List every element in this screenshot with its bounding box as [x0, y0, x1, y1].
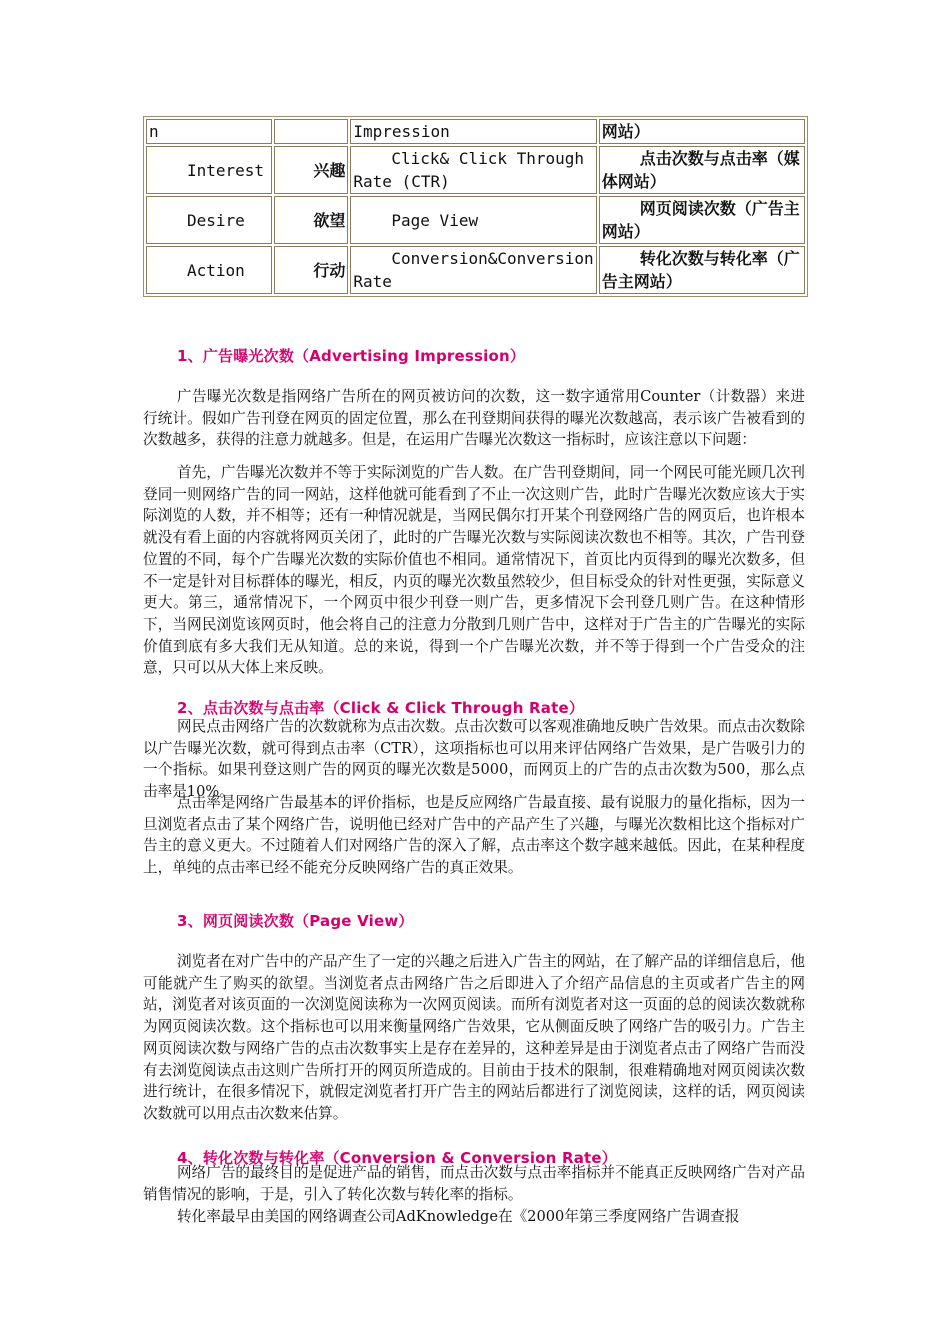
stage-chinese [274, 119, 349, 144]
indicator-meaning: 点击次数与点击率（媒体网站） [599, 146, 805, 194]
indicator-meaning: 转化次数与转化率（广告主网站） [599, 246, 805, 294]
stage-english: Interest [187, 160, 265, 180]
indicator-meaning: 网页阅读次数（广告主网站） [599, 196, 805, 244]
section-paragraph: 浏览者在对广告中的产品产生了一定的兴趣之后进入广告主的网站，在了解产品的详细信息后，他可能就产生了购买的欲望。当浏览者点击网络广告之后即进入了介绍产品信息的主页或者广告主的网站，浏览者对该页面的一次浏览阅读称为一次网页阅读。而所有浏览者对这一页面的总的阅读次数就称为网页阅读次数。这个指标也可以用来衡量网络广告效果，它从侧面反映了网络广告的吸引力。广告主网页阅读次数与网络广告的点击次数事实上是存在差异的，这种差异是由于浏览者点击了网络广告而没有去浏览阅读点击这则广告所打开的网页所造成的。目前由于技术的限制，很难精确地对网页阅读次数进行统计，在很多情况下，就假定浏览者打开广告主的网站后都进行了浏览阅读，这样的话，网页阅读次数就可以用点击次数来估算。 [143, 953, 805, 1122]
stage-chinese: 行动 [274, 246, 349, 294]
section-heading: 2、点击次数与点击率（Click & Click Through Rate） [177, 699, 585, 717]
section-paragraph: 首先，广告曝光次数并不等于实际浏览的广告人数。在广告刊登期间，同一个网民可能光顾几次刊登同一则网络广告的同一网站，这样他就可能看到了不止一次这则广告，此时广告曝光次数应该大于实际浏览的人数，并不相等；还有一种情况就是，当网民偶尔打开某个刊登网络广告的网页后，也许根本就没有看上面的内容就将网页关闭了，此时的广告曝光次数与实际阅读次数也不相等。其次，广告刊登位置的不同，每个广告曝光次数的实际价值也不相同。通常情况下，首页比内页得到的曝光次数多，但不一定是针对目标群体的曝光，相反，内页的曝光次数虽然较少，但目标受众的针对性更强，实际意义更大。第三，通常情况下，一个网页中很少刊登一则广告，更多情况下会刊登几则广告。在这种情形下，当网民浏览该网页时，他会将自己的注意力分散到几则广告中，这样对于广告主的广告曝光的实际价值到底有多大我们无从知道。总的来说，得到一个广告曝光次数，并不等于得到一个广告受众的注意，只可以从大体上来反映。 [143, 464, 805, 677]
indicator-meaning: 网站） [599, 119, 805, 144]
table-row [146, 246, 805, 294]
section-paragraph: 广告曝光次数是指网络广告所在的网页被访问的次数，这一数字通常用Counter（计数器）来进行统计。假如广告刊登在网页的固定位置，那么在刊登期间获得的曝光次数越高，表示该广告被看到的次数越多，获得的注意力就越多。但是，在运用广告曝光次数这一指标时，应该注意以下问题： [143, 388, 805, 449]
stage-english: Desire [187, 210, 245, 230]
indicator-name: Page View [391, 210, 479, 230]
indicator-name: Impression [350, 119, 596, 144]
aida-metrics-table [143, 116, 808, 297]
stage-chinese: 兴趣 [274, 146, 349, 194]
stage-chinese: 欲望 [274, 196, 349, 244]
stage-english: Action [187, 260, 245, 280]
table-row [146, 119, 805, 144]
stage-english: n [146, 119, 272, 144]
indicator-name: Conversion&Conversion Rate [350, 246, 596, 294]
section-heading: 1、广告曝光次数（Advertising Impression） [177, 347, 526, 365]
section-paragraph: 网民点击网络广告的次数就称为点击次数。点击次数可以客观准确地反映广告效果。而点击次数除以广告曝光次数，就可得到点击率（CTR），这项指标也可以用来评估网络广告效果，是广告吸引力的一个指标。如果刊登这则广告的网页的曝光次数是5000，而网页上的广告的点击次数为500，那么点击率是10%。 [143, 718, 805, 801]
table-row [146, 146, 805, 194]
indicator-name: Click& Click Through Rate (CTR) [350, 146, 596, 194]
section-paragraph: 转化率最早由美国的网络调查公司AdKnowledge在《2000年第三季度网络广告调查报 [177, 1208, 740, 1225]
section-heading: 4、转化次数与转化率（Conversion & Conversion Rate） [177, 1149, 617, 1167]
table-row [146, 196, 805, 244]
section-paragraph: 点击率是网络广告最基本的评价指标，也是反应网络广告最直接、最有说服力的量化指标，因为一旦浏览者点击了某个网络广告，说明他已经对广告中的产品产生了兴趣，与曝光次数相比这个指标对广告主的意义更大。不过随着人们对网络广告的深入了解，点击率这个数字越来越低。因此，在某种程度上，单纯的点击率已经不能充分反映网络广告的真正效果。 [143, 794, 805, 877]
section-paragraph: 网络广告的最终目的是促进产品的销售，而点击次数与点击率指标并不能真正反映网络广告对产品销售情况的影响，于是，引入了转化次数与转化率的指标。 [143, 1164, 805, 1203]
section-heading: 3、网页阅读次数（Page View） [177, 912, 414, 930]
